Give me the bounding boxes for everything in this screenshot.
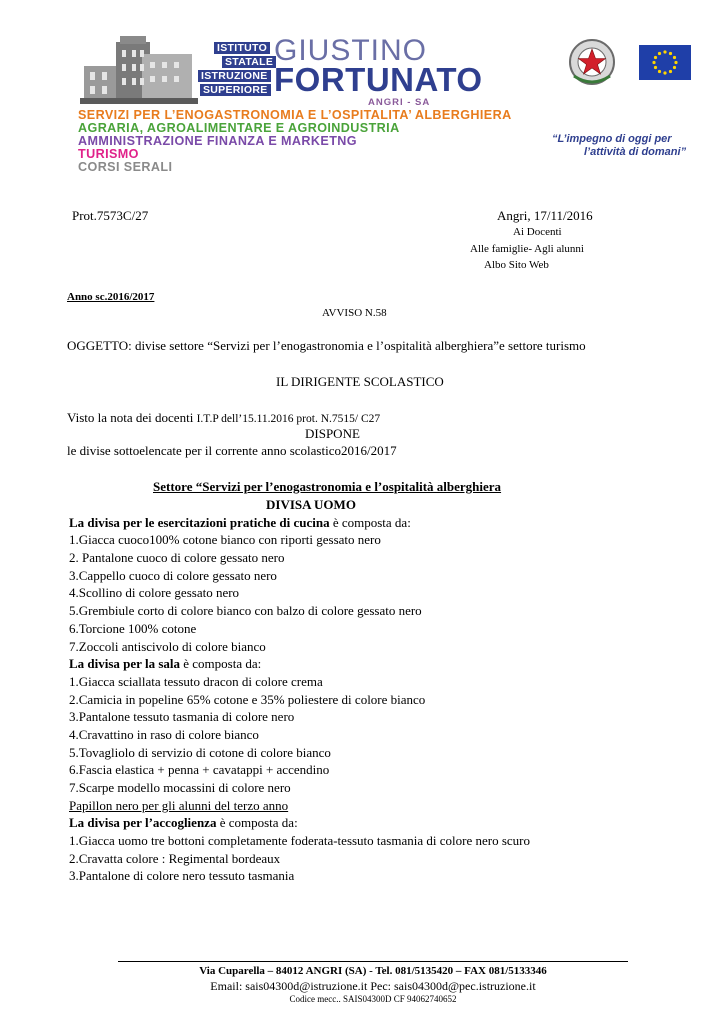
school-year: Anno sc.2016/2017 — [67, 291, 155, 303]
eu-flag-icon — [639, 45, 691, 80]
hall-item: 4.Cravattino in raso di colore bianco — [69, 727, 259, 742]
logo-name-fortunato: FORTUNATO — [274, 61, 483, 98]
hall-item: 1.Giacca sciallata tessuto dracon di colore crema — [69, 674, 323, 689]
kitchen-item: 2. Pantalone cuoco di colore gessato nero — [69, 550, 285, 565]
footer-divider — [118, 961, 628, 962]
hall-heading — [69, 655, 261, 672]
visto-text: Visto la nota dei docenti — [67, 410, 197, 425]
kitchen-item: 5.Grembiule corto di colore bianco con balzo di colore gessato nero — [69, 603, 422, 618]
school-building-image — [80, 32, 198, 104]
hall-item: 2.Camicia in popeline 65% cotone e 35% poliestere di colore bianco — [69, 692, 426, 707]
kitchen-heading-bold: La divisa per le esercitazioni pratiche di cucina — [69, 515, 330, 530]
logo-name-giustino: GIUSTINO — [274, 34, 428, 67]
reception-item: 2.Cravatta colore : Regimental bordeaux — [69, 851, 281, 866]
notice-number: AVVISO N.58 — [322, 307, 387, 319]
dispone-heading: DISPONE — [305, 426, 360, 441]
logo-text-statale: STATALE — [222, 56, 276, 68]
logo-text-istruzione: ISTRUZIONE — [198, 70, 271, 82]
reception-item: 3.Pantalone di colore nero tessuto tasmania — [69, 868, 295, 883]
logo-city: ANGRI - SA — [368, 97, 431, 108]
hall-item: 6.Fascia elastica + penna + cavatappi + accendino — [69, 762, 330, 777]
sector-title: Settore “Servizi per l’enogastronomia e l’ospitalità alberghiera — [153, 479, 502, 494]
kitchen-item: 7.Zoccoli antiscivolo di colore bianco — [69, 639, 266, 654]
reception-heading — [69, 814, 298, 831]
motto-line-1: “L’impegno di oggi per — [552, 133, 672, 145]
footer-code: Codice mecc.. SAIS04300D CF 94062740652 — [289, 994, 457, 1004]
italian-republic-emblem-icon — [568, 38, 616, 86]
logo-text-superiore: SUPERIORE — [200, 84, 271, 96]
footer-address: Via Cuparella – 84012 ANGRI (SA) - Tel. 081/5135420 – FAX 081/5133346 — [199, 965, 547, 977]
sector-turismo: TURISMO — [78, 147, 139, 161]
kitchen-item: 3.Cappello cuoco di colore gessato nero — [69, 568, 277, 583]
reception-heading-rest: è composta da: — [216, 815, 298, 830]
school-motto — [548, 133, 708, 159]
hall-item: 5.Tovagliolo di servizio di cotone di colore bianco — [69, 745, 331, 760]
hall-note: Papillon nero per gli alunni del terzo anno — [69, 798, 289, 813]
reception-item: 1.Giacca uomo tre bottoni completamente foderata-tessuto tasmania di colore nero scuro — [69, 833, 530, 848]
hall-heading-bold: La divisa per la sala — [69, 656, 181, 671]
logo-text-istituto: ISTITUTO — [214, 42, 270, 54]
visto-reference: I.T.P dell’15.11.2016 prot. N.7515/ C27 — [196, 413, 381, 425]
kitchen-item: 1.Giacca cuoco100% cotone bianco con riporti gessato nero — [69, 532, 381, 547]
hall-heading-rest: è composta da: — [180, 656, 262, 671]
kitchen-item: 6.Torcione 100% cotone — [69, 621, 197, 636]
hall-item: 3.Pantalone tessuto tasmania di colore nero — [69, 709, 295, 724]
place-date: Angri, 17/11/2016 — [497, 208, 593, 223]
sector-agraria: AGRARIA, AGROALIMENTARE E AGROINDUSTRIA — [78, 121, 400, 135]
sector-amministrazione: AMMINISTRAZIONE FINANZA E MARKETNG — [78, 134, 357, 148]
kitchen-item: 4.Scollino di colore gessato nero — [69, 585, 240, 600]
subject-line: OGGETTO: divise settore “Servizi per l’enogastronomia e l’ospitalità alberghiera”e settore turismo — [67, 338, 586, 353]
kitchen-heading — [69, 514, 411, 531]
sector-enogastronomia: SERVIZI PER L’ENOGASTRONOMIA E L’OSPITALITA’ ALBERGHIERA — [78, 108, 512, 122]
motto-line-2: l’attività di domani” — [584, 146, 687, 158]
footer-email: Email: sais04300d@istruzione.it Pec: sais04300d@pec.istruzione.it — [210, 979, 536, 993]
sector-corsi-serali: CORSI SERALI — [78, 160, 173, 174]
division-title: DIVISA UOMO — [266, 497, 356, 512]
hall-item: 7.Scarpe modello mocassini di colore nero — [69, 780, 291, 795]
intro-line: le divise sottoelencate per il corrente anno scolastico2016/2017 — [67, 443, 397, 458]
kitchen-heading-rest: è composta da: — [329, 515, 411, 530]
recipient-albo: Albo Sito Web — [484, 259, 549, 271]
signer-title: IL DIRIGENTE SCOLASTICO — [276, 374, 444, 389]
recipient-famiglie: Alle famiglie- Agli alunni — [470, 243, 584, 255]
protocol-number: Prot.7573C/27 — [72, 208, 149, 223]
recipient-docenti: Ai Docenti — [513, 226, 562, 238]
reception-heading-bold: La divisa per l’accoglienza — [69, 815, 217, 830]
